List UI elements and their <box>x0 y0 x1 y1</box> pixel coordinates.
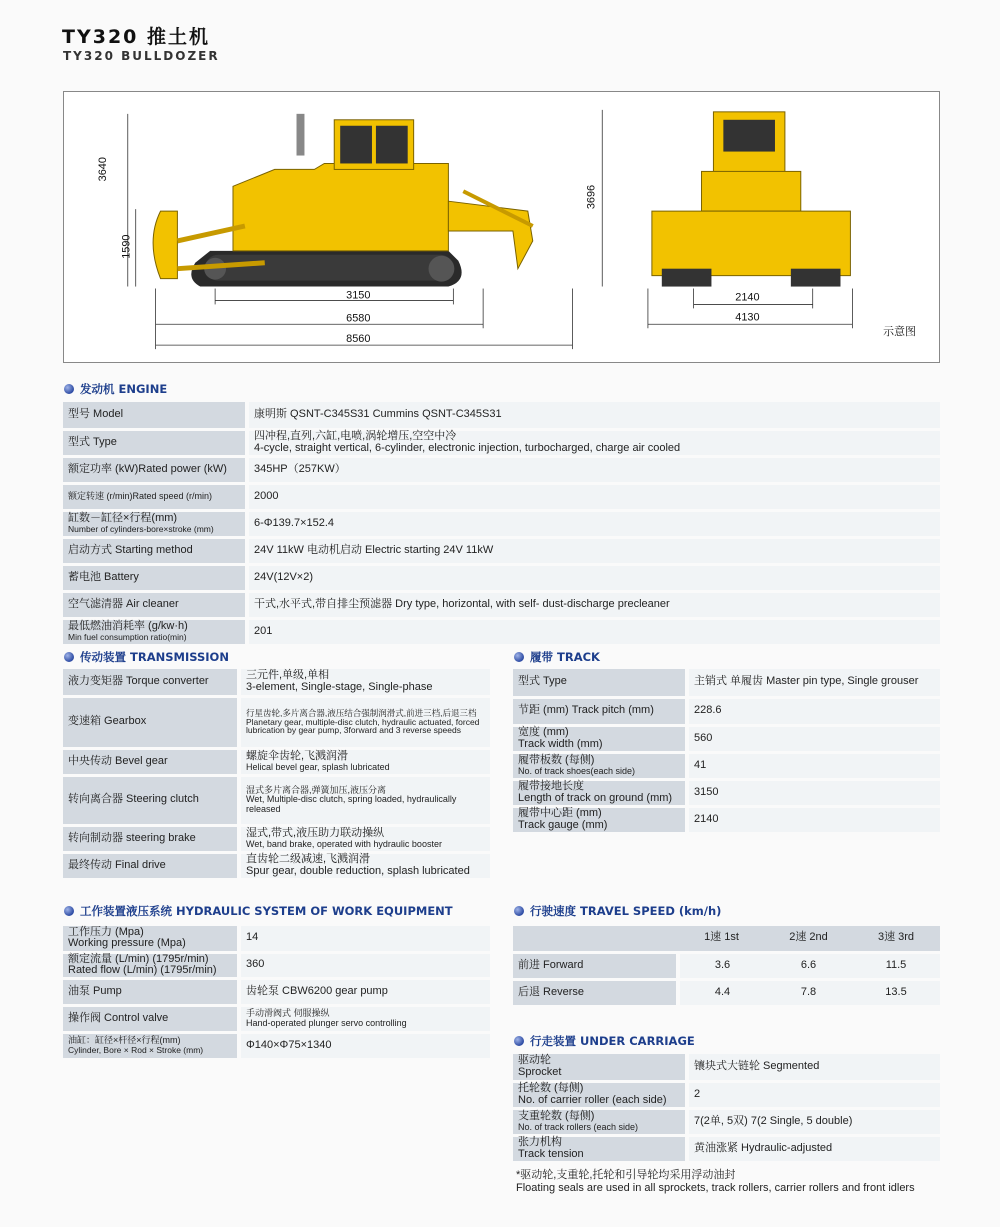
table-row: 型式 Type 四冲程,直列,六缸,电喷,涡轮增压,空空中冷 4-cycle, straight vertical, 6-cylinder, electronic injection, turbocharged, charge air cooled <box>63 429 940 456</box>
table-row: 后退 Reverse 4.4 7.8 13.5 <box>513 979 940 1006</box>
table-row: 托轮数 (每侧) No. of carrier roller (each side) 2 <box>513 1081 940 1108</box>
table-row: 变速箱 Gearbox 行星齿轮,多片离合器,液压结合强制润滑式,前进三档,后退三档 Planetary gear, multiple-disc clutch, hydraulic actuated, forced lubrication by gear pump, 3forward and 3 reverse speeds <box>63 696 490 748</box>
table-row: 液力变矩器 Torque converter 三元件,单级,单相 3-element, Single-stage, Single-phase <box>63 669 490 696</box>
table-row: 履带接地长度 Length of track on ground (mm) 3150 <box>513 779 940 806</box>
table-row: 宽度 (mm) Track width (mm) 560 <box>513 725 940 752</box>
travel-speed-table <box>513 926 940 1008</box>
bullet-icon <box>64 652 74 662</box>
footnote-zh: *驱动轮,支重轮,托轮和引导轮均采用浮动油封 <box>516 1169 736 1181</box>
page-title: TY320 推土机 <box>62 26 210 48</box>
transmission-table <box>63 669 490 881</box>
table-row: 型式 Type 主销式 单履齿 Master pin type, Single grouser <box>513 669 940 697</box>
bullet-icon <box>514 652 524 662</box>
undercarriage-section-title: 行走装置 UNDER CARRIAGE <box>514 1033 695 1049</box>
dim-height-right: 3696 <box>585 184 598 210</box>
track-section-title: 履带 TRACK <box>514 649 600 665</box>
table-row: 额定转速 (r/min)Rated speed (r/min) 2000 <box>63 483 940 510</box>
table-row: 空气滤清器 Air cleaner 干式,水平式,带自排尘预滤器 Dry type, horizontal, with self- dust-discharge precleaner <box>63 591 940 618</box>
footnote-en: Floating seals are used in all sprockets, track rollers, carrier rollers and front idlers <box>516 1182 915 1195</box>
table-row: 前进 Forward 3.6 6.6 11.5 <box>513 952 940 979</box>
transmission-section-title: 传动装置 TRANSMISSION <box>64 649 229 665</box>
table-row: 蓄电池 Battery 24V(12V×2) <box>63 564 940 591</box>
bullet-icon <box>514 906 524 916</box>
dim-height-left: 3640 <box>96 157 109 182</box>
bullet-icon <box>64 384 74 394</box>
page-subtitle: TY320 BULLDOZER <box>63 49 220 63</box>
footnote <box>516 1169 915 1195</box>
table-row: 节距 (mm) Track pitch (mm) 228.6 <box>513 697 940 725</box>
table-row: 操作阀 Control valve 手动滑阀式 伺服操纵 Hand-operated plunger servo controlling <box>63 1005 490 1032</box>
dim-width: 4130 <box>735 311 760 324</box>
dim-track-len: 3150 <box>346 289 371 302</box>
table-row: 转向制动器 steering brake 湿式,带式,液压助力联动操纵 Wet, band brake, operated with hydraulic booster <box>63 825 490 852</box>
table-row: 履带板数 (每侧) No. of track shoes(each side) 41 <box>513 752 940 779</box>
table-row: 履带中心距 (mm) Track gauge (mm) 2140 <box>513 806 940 833</box>
hydraulic-table <box>63 926 490 1061</box>
table-row: 最低燃油消耗率 (g/kw·h) Min fuel consumption ratio(min) 201 <box>63 618 940 645</box>
travel-speed-section-title: 行驶速度 TRAVEL SPEED (km/h) <box>514 903 721 919</box>
table-row: 油泵 Pump 齿轮泵 CBW6200 gear pump <box>63 978 490 1005</box>
table-row: 中央传动 Bevel gear 螺旋伞齿轮,飞溅润滑 Helical bevel gear, splash lubricated <box>63 748 490 775</box>
table-row: 1速 1st 2速 2nd 3速 3rd <box>513 926 940 952</box>
dim-length-no-ripper: 6580 <box>346 312 371 325</box>
undercarriage-table <box>513 1054 940 1164</box>
table-row: 缸数－缸径×行程(mm) Number of cylinders-bore×stroke (mm) 6-Φ139.7×152.4 <box>63 510 940 537</box>
dim-length-total: 8560 <box>346 333 371 346</box>
table-row: 最终传动 Final drive 直齿轮二级减速,飞溅润滑 Spur gear, double reduction, splash lubricated <box>63 852 490 879</box>
table-row: 额定流量 (L/min) (1795r/min) Rated flow (L/min) (1795r/min) 360 <box>63 952 490 978</box>
engine-section-title: 发动机 ENGINE <box>64 381 167 397</box>
table-row: 支重轮数 (每侧) No. of track rollers (each side) 7(2单, 5双) 7(2 Single, 5 double) <box>513 1108 940 1135</box>
engine-table <box>63 402 940 647</box>
table-row: 转向离合器 Steering clutch 湿式多片离合器,弹簧加压,液压分离 Wet, Multiple-disc clutch, spring loaded, hydraulically released <box>63 775 490 825</box>
side-view-bulldozer <box>153 114 533 287</box>
table-row: 启动方式 Starting method 24V 11kW 电动机启动 Electric starting 24V 11kW <box>63 537 940 564</box>
dim-gauge: 2140 <box>735 291 760 304</box>
bulldozer-diagram <box>63 91 940 363</box>
diagram-caption: 示意图 <box>883 326 916 339</box>
table-row: 油缸：缸径×杆径×行程(mm) Cylinder, Bore × Rod × Stroke (mm) Φ140×Φ75×1340 <box>63 1032 490 1059</box>
table-row: 张力机构 Track tension 黄油涨紧 Hydraulic-adjusted <box>513 1135 940 1162</box>
front-view-bulldozer <box>652 112 851 287</box>
table-row: 型号 Model 康明斯 QSNT-C345S31 Cummins QSNT-C345S31 <box>63 402 940 429</box>
table-row: 额定功率 (kW)Rated power (kW) 345HP（257KW） <box>63 456 940 483</box>
hydraulic-section-title: 工作装置液压系统 HYDRAULIC SYSTEM OF WORK EQUIPMENT <box>64 903 453 919</box>
bullet-icon <box>514 1036 524 1046</box>
table-row: 驱动轮 Sprocket 镶块式大链轮 Segmented <box>513 1054 940 1081</box>
bullet-icon <box>64 906 74 916</box>
track-table <box>513 669 940 835</box>
dim-blade-height: 1590 <box>120 234 133 259</box>
table-row: 工作压力 (Mpa) Working pressure (Mpa) 14 <box>63 926 490 952</box>
